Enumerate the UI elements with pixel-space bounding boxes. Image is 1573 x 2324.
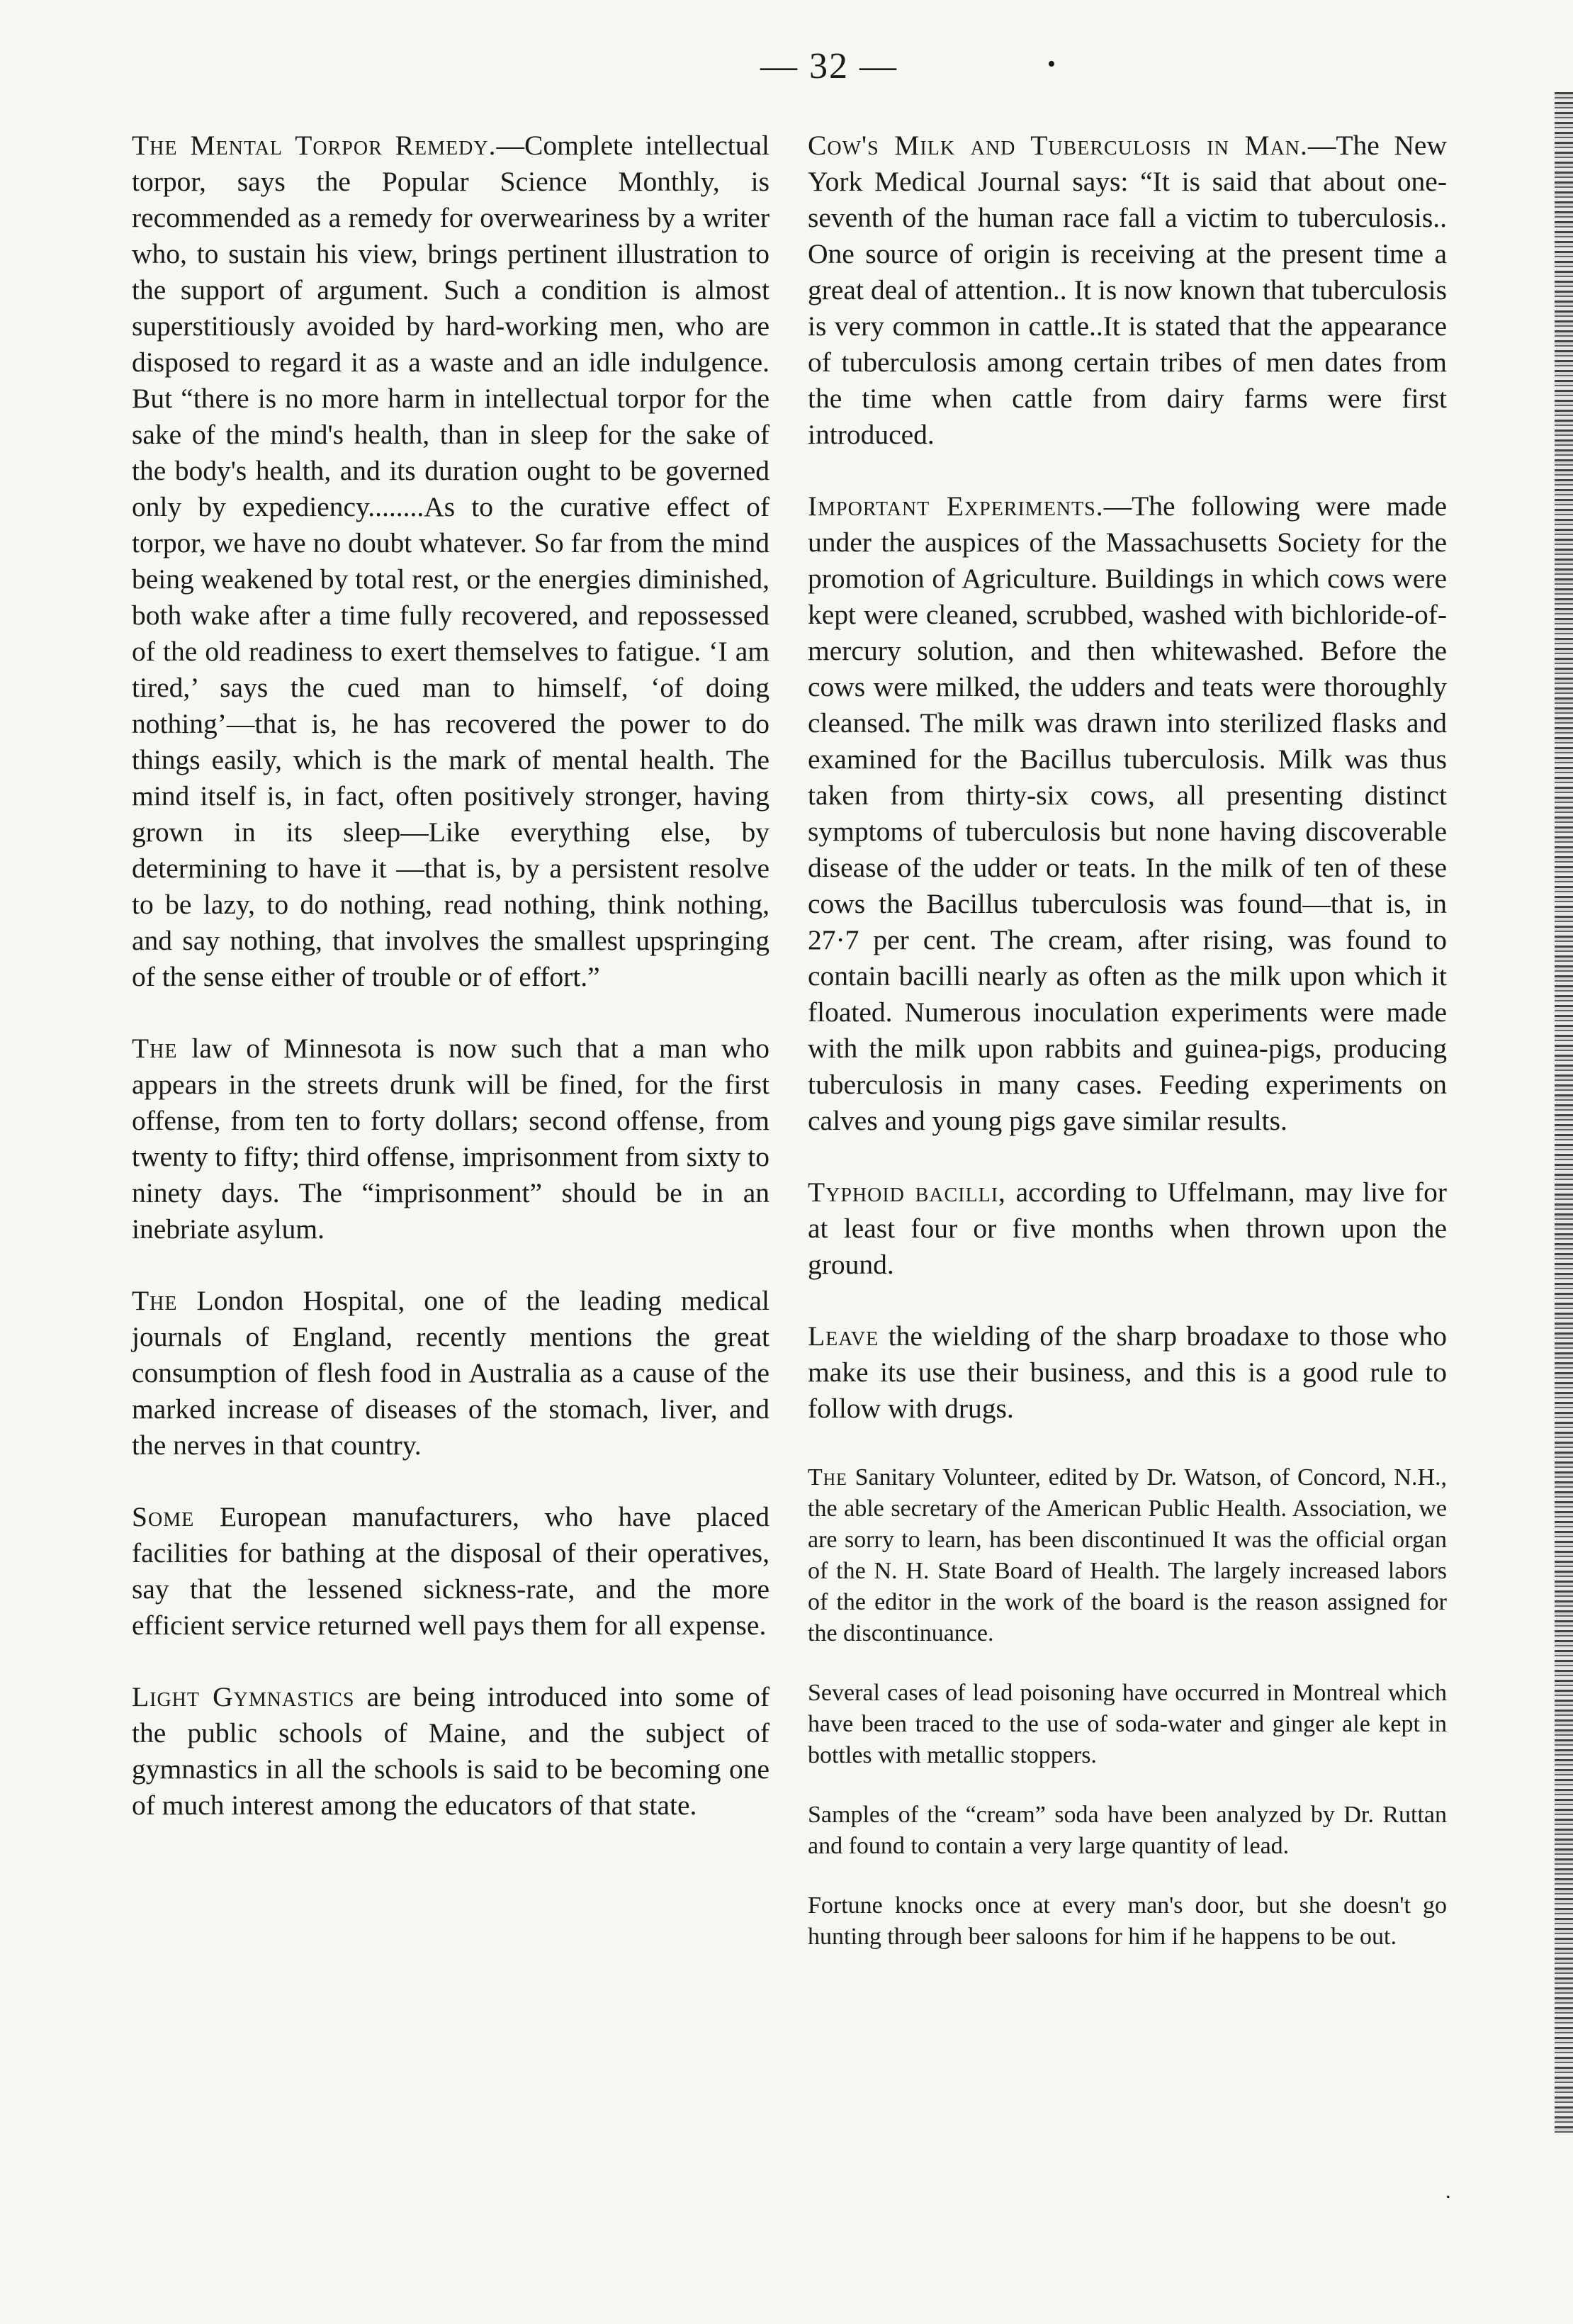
paragraph-text: the wielding of the sharp broadaxe to those who make its use their business, and this is a good rule to follow with drugs. xyxy=(808,1320,1447,1424)
paragraph-lead: Important Experiments. xyxy=(808,490,1104,522)
paragraph-lead: Some xyxy=(132,1501,195,1532)
paragraph-minnesota-law xyxy=(132,1031,769,1247)
paragraph-london-hospital xyxy=(132,1283,769,1464)
paragraph-lead: The Mental Torpor Remedy. xyxy=(132,130,497,161)
paragraph-lead: Leave xyxy=(808,1320,879,1352)
paragraph-sanitary-volunteer xyxy=(808,1462,1447,1649)
paragraph-text: law of Minnesota is now such that a man who appears in the streets drunk will be fined, for the first offense, from ten to forty dollars; second offense, from twenty to fifty; third offense, imprisonment from sixty to ninety days. The “imprisonment” should be in an inebriate asylum. xyxy=(132,1033,769,1245)
paragraph-text: according to Uffelmann, may live for at least four or five months when thrown upon the ground. xyxy=(808,1177,1447,1280)
paragraph-fortune-knocks xyxy=(808,1890,1447,1953)
page-number: — 32 — xyxy=(760,46,898,86)
paragraph-lead-poisoning xyxy=(808,1678,1447,1771)
paragraph-cows-milk xyxy=(808,128,1447,453)
paragraph-light-gymnastics xyxy=(132,1679,769,1824)
paragraph-text: European manufacturers, who have placed facilities for bathing at the disposal of their operatives, say that the lessened sickness-rate, and the more efficient service returned well pays them for all expense. xyxy=(132,1501,769,1641)
paragraph-leave-broadaxe xyxy=(808,1318,1447,1427)
paragraph-lead: Light Gymnastics xyxy=(132,1681,355,1712)
paragraph-text: —The following were made under the auspices of the Massachusetts Society for the promotion of Agriculture. Buildings in which cows were kept were cleaned, scrubbed, washed with bichloride-of-mercury solution, and then whitewashed. Before the cows were milked, the udders and teats were thoroughly cleansed. The milk was drawn into sterilized flasks and examined for the Bacillus tuberculosis. Milk was thus taken from thirty-six cows, all presenting distinct symptoms of tuberculosis but none having discoverable disease of the udder or teats. In the milk of ten of these cows the Bacillus tuberculosis was found—that is, in 27·7 per cent. The cream, after rising, was found to contain bacilli nearly as often as the milk upon which it floated. Numerous inoculation experiments were made with the milk upon rabbits and guinea-pigs, producing tuberculosis in many cases. Feeding experiments on calves and young pigs gave similar results. xyxy=(808,490,1448,1136)
scanned-page-edge xyxy=(1555,92,1573,2133)
paragraph-cream-soda xyxy=(808,1800,1447,1862)
paragraph-text: Samples of the “cream” soda have been analyzed by Dr. Ruttan and found to contain a very large quantity of lead. xyxy=(808,1802,1447,1859)
paragraph-text: Sanitary Volunteer, edited by Dr. Watson, of Concord, N.H., the able secretary of the American Public Health. Association, we are sorry to learn, has been discontinued It was the official organ of the N. H. State Board of Health. The largely increased labors of the editor in the work of the board is the reason assigned for the discontinuance. xyxy=(808,1464,1447,1646)
paragraph-text: London Hospital, one of the leading medical journals of England, recently mentions the great consumption of flesh food in Australia as a cause of the marked increase of diseases of the stomach, liver, and the nerves in that country. xyxy=(132,1285,769,1461)
paragraph-lead: The xyxy=(132,1285,178,1316)
paragraph-lead: Cow's Milk and Tuberculosis in Man. xyxy=(808,130,1308,161)
paragraph-text: Fortune knocks once at every man's door, but she doesn't go hunting through beer saloons for him if he happens to be out. xyxy=(808,1892,1447,1950)
right-column xyxy=(808,128,1447,1981)
stray-dot: • xyxy=(1047,51,1056,77)
paragraph-text: —The New York Medical Journal says: “It is said that about one-seventh of the human race fall a victim to tuberculosis.. One source of origin is receiving at the present time a great deal of attention.. It is now known that tuberculosis is very common in cattle..It is stated that the appearance of tuberculosis among certain tribes of men dates from the time when cattle from dairy farms were first introduced. xyxy=(808,130,1447,450)
paragraph-mental-torpor xyxy=(132,128,769,995)
left-column xyxy=(132,128,769,1859)
paragraph-typhoid-bacilli xyxy=(808,1174,1447,1283)
paragraph-text: —Complete intellectual torpor, says the Popular Science Monthly, is recommended as a remedy for overweariness by a writer who, to sustain his view, brings pertinent illustration to the support of argument. Such a condition is almost superstitiously avoided by hard-working men, who are disposed to regard it as a waste and an idle indulgence. But “there is no more harm in intellectual torpor for the sake of the mind's health, than in sleep for the sake of the body's health, and its duration ought to be governed only by expediency........As to the curative effect of torpor, we have no doubt whatever. So far from the mind being weakened by total rest, or the energies diminished, both wake after a time fully recovered, and repossessed of the old readiness to exert themselves to fatigue. ‘I am tired,’ says the cued man to himself, ‘of doing nothing’—that is, he has recovered the power to do things easily, which is the mark of mental health. The mind itself is, in fact, often positively stronger, having grown in its sleep—Like everything else, by determining to have it —that is, by a persistent resolve to be lazy, to do nothing, read nothing, think nothing, and say nothing, that involves the smallest upspringing of the sense either of trouble or of effort.” xyxy=(132,130,769,992)
paragraph-text: are being introduced into some of the public schools of Maine, and the subject of gymnastics in all the schools is said to be becoming one of much interest among the educators of that state. xyxy=(132,1681,769,1821)
paragraph-important-experiments xyxy=(808,488,1447,1139)
paragraph-lead: Typhoid bacilli, xyxy=(808,1177,1006,1208)
paragraph-text: Several cases of lead poisoning have occurred in Montreal which have been traced to the use of soda-water and ginger ale kept in bottles with metallic stoppers. xyxy=(808,1680,1447,1768)
paragraph-lead: The xyxy=(132,1033,178,1064)
corner-mark: . xyxy=(1445,2179,1451,2203)
paragraph-lead: The xyxy=(808,1464,847,1491)
paragraph-european-manufacturers xyxy=(132,1499,769,1644)
